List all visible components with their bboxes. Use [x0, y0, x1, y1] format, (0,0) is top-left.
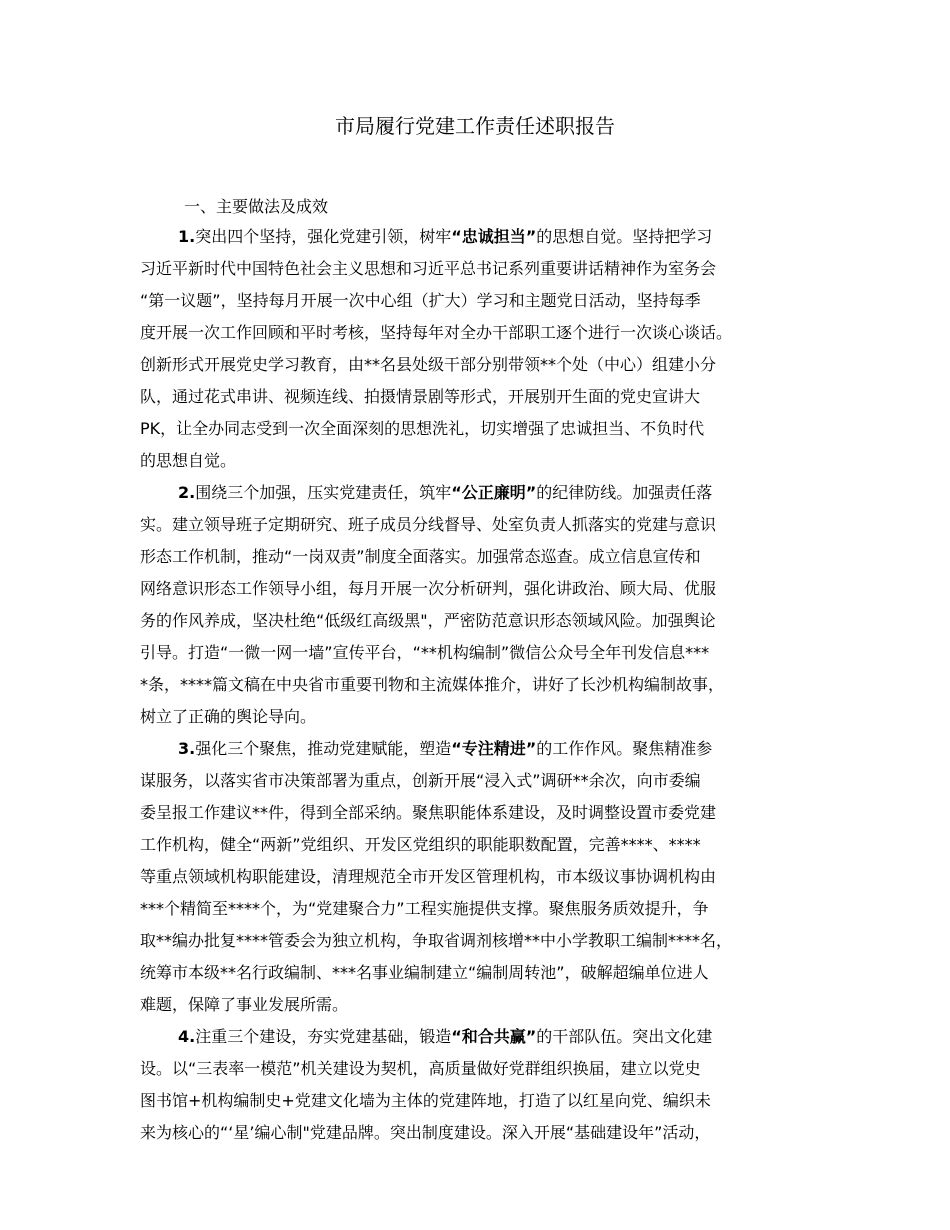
paragraph-emphasis: “公正廉明” — [451, 483, 537, 502]
paragraph-lead-rest: 的工作作风。聚焦精准参 — [536, 739, 713, 758]
paragraph-line: “第一议题”，坚持每月开展一次中心组（扩大）学习和主题党日活动，坚持每季 — [140, 291, 701, 310]
paragraph-line: 谋服务，以落实省市决策部署为重点，创新开展“浸入式”调研**余次，向市委编 — [140, 771, 701, 790]
paragraph-line: 的思想自觉。 — [140, 451, 237, 470]
paragraph-line: 图书馆+机构编制史+党建文化墙为主体的党建阵地，打造了以红星向党、编织未 — [140, 1091, 711, 1110]
paragraph-line: 等重点领域机构职能建设，清理规范全市开发区管理机构，市本级议事协调机构由 — [140, 867, 717, 886]
paragraph-lead-rest: 的干部队伍。突出文化建 — [536, 1027, 713, 1046]
paragraph-line: 设。以“三表率一模范”机关建设为契机，高质量做好党群组织换届，建立以党史 — [140, 1059, 701, 1078]
paragraph-line: 习近平新时代中国特色社会主义思想和习近平总书记系列重要讲话精神作为室务会 — [140, 259, 717, 278]
paragraph-line: 取**编办批复****管委会为独立机构，争取省调剂核增**中小学教职工编制****名， — [140, 931, 733, 950]
paragraph-lead-rest: 的纪律防线。加强责任落 — [536, 483, 713, 502]
paragraph-line: *条，****篇文稿在中央省市重要刊物和主流媒体推介，讲好了长沙机构编制故事， — [140, 675, 725, 694]
paragraph-line: ***个精简至****个，为“党建聚合力”工程实施提供支撑。聚焦服务质效提升，争 — [140, 899, 709, 918]
paragraph-emphasis: “忠诚担当” — [451, 227, 537, 246]
paragraph-line: 难题，保障了事业发展所需。 — [140, 995, 349, 1014]
paragraph-line: 引导。打造“一微一网一墙”宣传平台，“**机构编制”微信公众号全年刊发信息*** — [140, 643, 710, 662]
paragraph-line: 工作机构，健全“两新”党组织、开发区党组织的职能职数配置，完善****、**** — [140, 835, 701, 854]
paragraph-number: 2. — [178, 483, 196, 502]
paragraph-line: 度开展一次工作回顾和平时考核，坚持每年对全办干部职工逐个进行一次谈心谈话。 — [140, 323, 733, 342]
paragraph-lead-rest: 的思想自觉。坚持把学习 — [536, 227, 713, 246]
paragraph-lead-line — [140, 478, 830, 510]
paragraph-lead-line — [140, 222, 830, 254]
paragraph-line: 网络意识形态工作领导小组，每月开展一次分析研判，强化讲政治、顾大局、优服 — [140, 579, 717, 598]
paragraph-line: 来为核心的“‘星’编心制"党建品牌。突出制度建设。深入开展“基础建设年”活动， — [140, 1123, 711, 1142]
document-body — [140, 222, 830, 1150]
paragraph-line: PK，让全办同志受到一次全面深刻的思想洗礼，切实增强了忠诚担当、不负时代 — [140, 419, 705, 438]
paragraph-number: 1. — [178, 227, 196, 246]
paragraph-line: 树立了正确的舆论导向。 — [140, 707, 317, 726]
paragraph-lead-text: 注重三个建设，夯实党建基础，锻造 — [195, 1027, 452, 1046]
paragraph-line: 务的作风养成，坚决杜绝“低级红高级黑"，严密防范意识形态领域风险。加强舆论 — [140, 611, 716, 630]
document-title: 市局履行党建工作责任述职报告 — [335, 114, 615, 138]
paragraph-line: 委呈报工作建议**件，得到全部采纳。聚焦职能体系建设，及时调整设置市委党建 — [140, 803, 717, 822]
paragraph-lead-text: 突出四个坚持，强化党建引领，树牢 — [195, 227, 452, 246]
paragraph-lead-text: 强化三个聚焦，推动党建赋能，塑造 — [195, 739, 452, 758]
paragraph-line: 创新形式开展党史学习教育，由**名县处级干部分别带领**个处（中心）组建小分 — [140, 355, 717, 374]
paragraph-number: 4. — [178, 1027, 196, 1046]
section-heading: 一、主要做法及成效 — [184, 197, 329, 216]
paragraph-emphasis: “专注精进” — [451, 739, 537, 758]
paragraph-line: 队，通过花式串讲、视频连线、拍摄情景剧等形式，开展别开生面的党史宣讲大 — [140, 387, 701, 406]
paragraph-line: 实。建立领导班子定期研究、班子成员分线督导、处室负责人抓落实的党建与意识 — [140, 515, 717, 534]
paragraph-line: 形态工作机制，推动“一岗双责”制度全面落实。加强常态巡查。成立信息宣传和 — [140, 547, 701, 566]
paragraph-lead-line — [140, 1022, 830, 1054]
paragraph-emphasis: “和合共赢” — [451, 1027, 537, 1046]
paragraph-line: 统筹市本级**名行政编制、***名事业编制建立“编制周转池”，破解超编单位进人 — [140, 963, 709, 982]
paragraph-lead-line — [140, 734, 830, 766]
paragraph-lead-text: 围绕三个加强，压实党建责任，筑牢 — [195, 483, 452, 502]
paragraph-number: 3. — [178, 739, 196, 758]
